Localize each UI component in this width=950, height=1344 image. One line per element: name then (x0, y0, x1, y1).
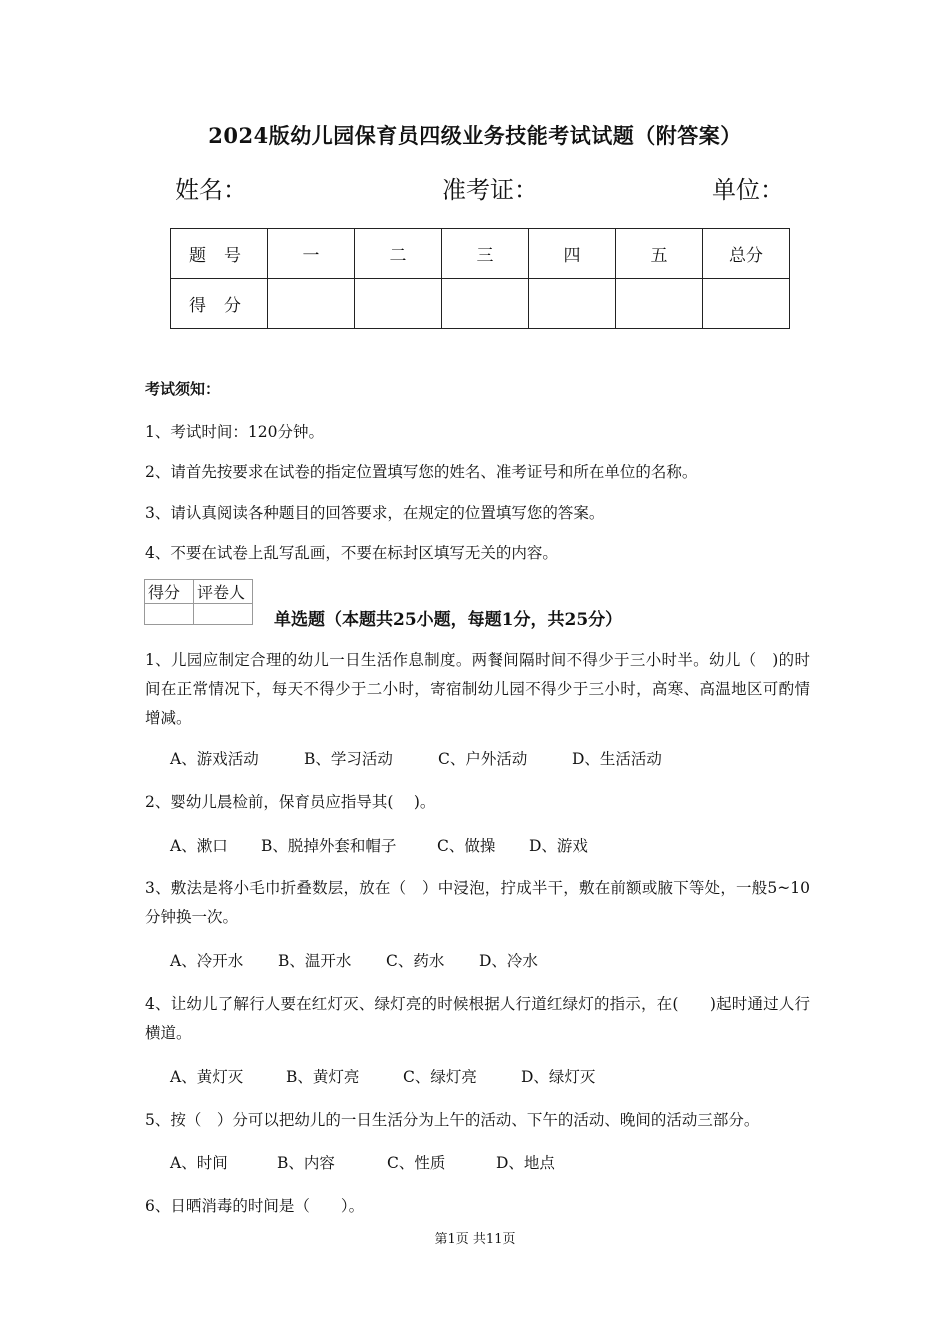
option: B、黄灯亮 (286, 1068, 360, 1086)
option: D、绿灯灭 (521, 1068, 596, 1086)
question-options (170, 747, 662, 769)
option: C、做操 (437, 837, 496, 855)
exam-id-field-label: 准考证： (442, 176, 538, 204)
notice-item: 3、请认真阅读各种题目的回答要求，在规定的位置填写您的答案。 (145, 504, 605, 522)
question-text: 4、让幼儿了解行人要在红灯灭、绿灯亮的时候根据人行道红绿灯的指示，在( )起时通过人行横道。 (145, 995, 810, 1042)
option: B、内容 (277, 1154, 335, 1172)
option: A、黄灯灭 (170, 1068, 244, 1086)
name-field-label: 姓名： (175, 176, 247, 204)
score-cell (442, 279, 529, 329)
option: A、漱口 (170, 837, 228, 855)
unit-field-label: 单位： (712, 176, 784, 204)
option: C、药水 (386, 952, 445, 970)
question-options (170, 834, 588, 856)
candidate-fields (175, 170, 785, 206)
score-table-col: 一 (268, 229, 355, 279)
question-options (170, 949, 538, 971)
option: D、游戏 (529, 837, 588, 855)
score-cell (355, 279, 442, 329)
question-text: 6、日晒消毒的时间是（ ）。 (145, 1197, 365, 1215)
option: D、地点 (496, 1154, 555, 1172)
page-footer: 第1页 共11页 (434, 1232, 516, 1247)
option: D、冷水 (479, 952, 538, 970)
question-text: 1、儿园应制定合理的幼儿一日生活作息制度。两餐间隔时间不得少于三小时半。幼儿（ )的时间在正常情况下，每天不得少于二小时，寄宿制幼儿园不得少于三小时，高寒、高温地区可酌情增减。 (145, 651, 810, 727)
notice-item: 4、不要在试卷上乱写乱画，不要在标封区填写无关的内容。 (145, 544, 558, 562)
notice-heading: 考试须知： (145, 380, 221, 398)
score-table-score-row (171, 279, 790, 329)
score-table-row1-label: 题号 (171, 229, 268, 279)
score-table-row2-label: 得分 (171, 279, 268, 329)
score-cell (616, 279, 703, 329)
option: C、性质 (387, 1154, 446, 1172)
grader-box (144, 579, 253, 625)
page-title: 2024版幼儿园保育员四级业务技能考试试题（附答案） (208, 123, 742, 148)
score-table-col: 五 (616, 229, 703, 279)
question-text: 5、按（ ）分可以把幼儿的一日生活分为上午的活动、下午的活动、晚间的活动三部分。 (145, 1111, 760, 1129)
notice-item: 2、请首先按要求在试卷的指定位置填写您的姓名、准考证号和所在单位的名称。 (145, 463, 698, 481)
grader-score-cell (145, 604, 194, 625)
grader-reviewer-label: 评卷人 (194, 580, 253, 604)
section-title: 单选题（本题共25小题，每题1分，共25分） (274, 610, 623, 630)
question-text: 2、婴幼儿晨检前，保育员应指导其( )。 (145, 793, 436, 811)
score-table-col: 总分 (703, 229, 790, 279)
option: A、时间 (170, 1154, 228, 1172)
score-table-col: 三 (442, 229, 529, 279)
question-text: 3、敷法是将小毛巾折叠数层，放在（ ）中浸泡，拧成半干，敷在前额或腋下等处，一般5~10分钟换一次。 (145, 879, 810, 926)
score-table (170, 228, 790, 329)
grader-score-label: 得分 (145, 580, 194, 604)
option: A、游戏活动 (170, 750, 259, 768)
option: A、冷开水 (170, 952, 244, 970)
score-table-header-row (171, 229, 790, 279)
option: C、绿灯亮 (403, 1068, 477, 1086)
option: D、生活活动 (572, 750, 662, 768)
option: B、学习活动 (304, 750, 393, 768)
notice-item: 1、考试时间：120分钟。 (145, 423, 324, 441)
score-cell (529, 279, 616, 329)
score-cell (703, 279, 790, 329)
score-table-col: 二 (355, 229, 442, 279)
question-options (170, 1065, 595, 1087)
option: B、温开水 (278, 952, 352, 970)
question-options (170, 1151, 555, 1173)
option: B、脱掉外套和帽子 (261, 837, 397, 855)
grader-reviewer-cell (194, 604, 253, 625)
score-table-col: 四 (529, 229, 616, 279)
score-cell (268, 279, 355, 329)
option: C、户外活动 (438, 750, 528, 768)
